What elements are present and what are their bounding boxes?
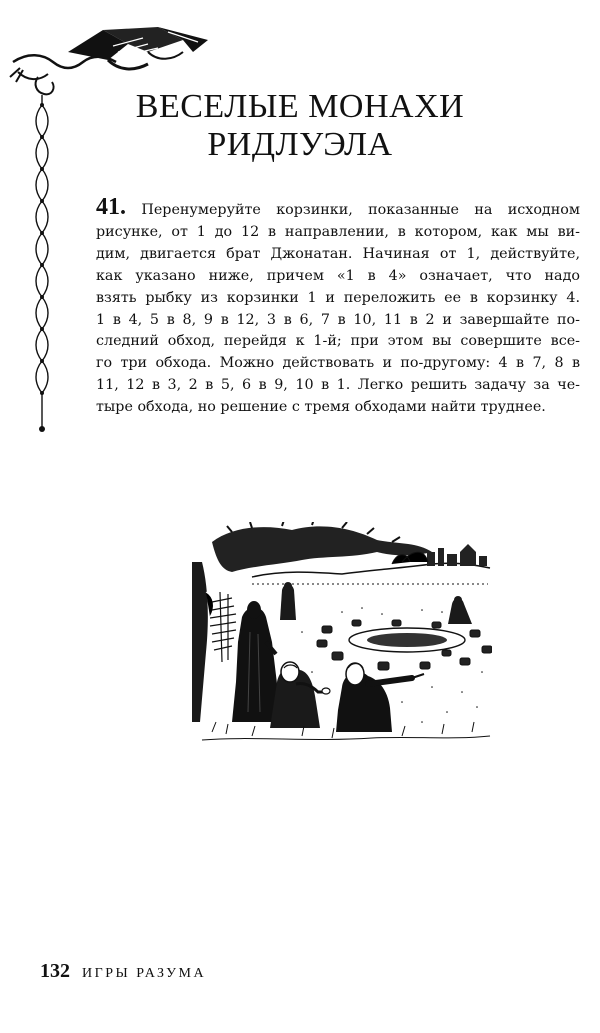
paragraph-line: 11, 12 в 3, 2 в 5, 6 в 9, 10 в 1. Легко решить задачу за че- bbox=[96, 377, 580, 394]
paragraph-line: тыре обхода, но решение с тремя обходами найти труднее. bbox=[96, 399, 546, 416]
title-line-2: РИДЛУЭЛА bbox=[207, 126, 393, 163]
paragraph-line bbox=[96, 194, 580, 222]
problem-paragraph bbox=[96, 194, 580, 419]
paragraph-line: го три обхода. Можно действовать и по-другому: 4 в 7, 8 в bbox=[96, 355, 580, 372]
page-number: 132 bbox=[40, 960, 70, 982]
page-footer bbox=[40, 960, 206, 983]
title-line-1: ВЕСЕЛЫЕ МОНАХИ bbox=[135, 88, 465, 125]
paragraph-line: взять рыбку из корзинки 1 и переложить ее в корзинку 4. bbox=[96, 289, 580, 306]
paragraph-line: 1 в 4, 5 в 8, 9 в 12, 3 в 6, 7 в 10, 11 в 2 и завершайте по- bbox=[96, 311, 580, 328]
paragraph-line-text: Перенумеруйте корзинки, показанные на исходном bbox=[141, 202, 580, 218]
monks-illustration-icon bbox=[192, 522, 492, 762]
paragraph-line: как указано ниже, причем «1 в 4» означает, что надо bbox=[96, 267, 580, 284]
vertical-ornament-rule-icon bbox=[32, 95, 52, 435]
paragraph-line: рисунке, от 1 до 12 в направлении, в котором, как мы ви- bbox=[96, 223, 580, 240]
problem-number: 41. bbox=[96, 194, 126, 220]
paragraph-line: следний обход, перейдя к 1-й; при этом вы совершите все- bbox=[96, 333, 580, 350]
page-title bbox=[110, 88, 490, 164]
running-title: ИГРЫ РАЗУМА bbox=[82, 966, 207, 981]
paragraph-line: дим, двигается брат Джонатан. Начиная от 1, действуйте, bbox=[96, 245, 580, 262]
